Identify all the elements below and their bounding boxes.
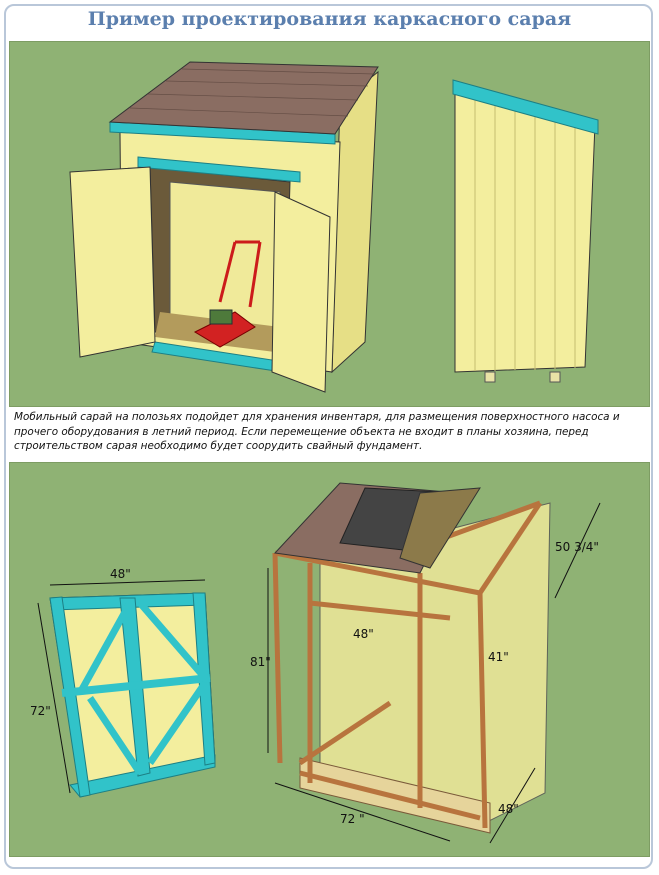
base-length-label: 72 " [340,812,365,826]
skid-right [550,372,560,382]
illustration-finished-shed [9,41,650,407]
skid-left [485,372,495,382]
illustration-frame-plan [9,462,650,857]
door-width-label: 48" [110,567,131,581]
right-door [272,192,330,392]
frame-plan-svg [10,463,649,856]
door-height-label: 72" [30,704,51,718]
door-frame-drawing [50,593,215,797]
frame-height-label: 81" [250,655,271,669]
illustration-caption: Мобильный сарай на полозьях подойдет для хранения инвентаря, для размещения поверхностного насоса и прочего оборудования в летний период. Если перемещение объекта не входит в планы хозяина, перед строительством сарая необходимо будет соорудить свайный фундамент. [14,411,620,452]
frame-inner-width-label: 48" [353,627,374,641]
shed-render-svg [10,42,649,406]
frame-side-height-label: 41" [488,650,509,664]
roof-depth-label: 50 3/4" [555,540,599,554]
left-door [70,167,155,357]
shed-side-view [455,87,595,372]
base-width-label: 48" [498,802,519,816]
page-title: Пример проектирования каркасного сарая [87,8,572,30]
